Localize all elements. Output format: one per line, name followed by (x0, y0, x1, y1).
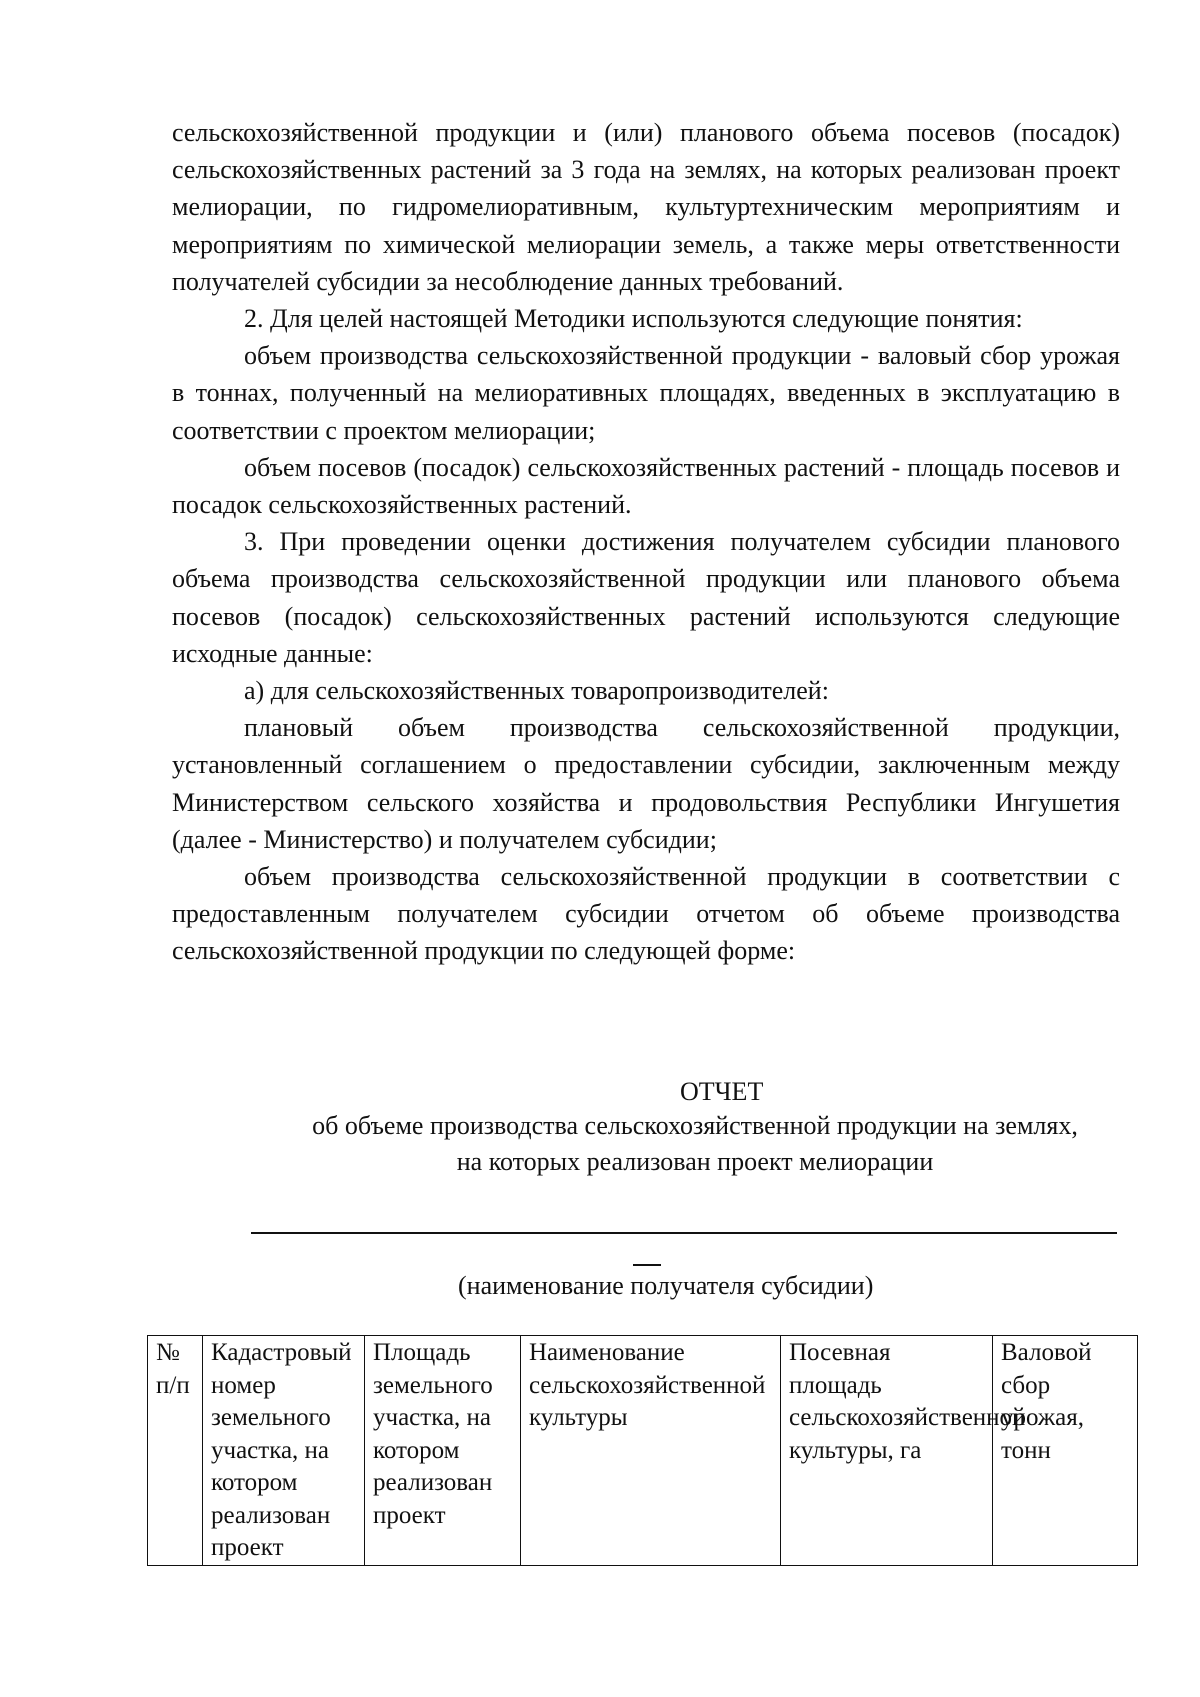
recipient-caption: (наименование получателя субсидии) (458, 1271, 874, 1300)
header-number: № п/п (148, 1336, 203, 1566)
report-table (147, 1335, 1138, 1566)
header-crop-name: Наименование сельскохозяйственной культуры (521, 1336, 781, 1566)
paragraph-planned-volume: плановый объем производства сельскохозяйственной продукции, установленный соглашением о предоставлении субсидии, заключенным между Министерством сельского хозяйства и продовольствия Республики Ингушетия (далее - Министерство) и получателем субсидии; (172, 713, 1120, 854)
paragraph-intro-continuation: сельскохозяйственной продукции и (или) планового объема посевов (посадок) сельскохозяйственных растений за 3 года на землях, на которых реализован проект мелиорации, по гидромелиоративным, культуртехническим мероприятиям и мероприятиям по химической мелиорации земель, а также меры ответственности получателей субсидии за несоблюдение данных требований. (172, 118, 1120, 296)
paragraph-definitions-intro: 2. Для целей настоящей Методики используются следующие понятия: (244, 304, 1023, 334)
table-header-row (148, 1336, 1138, 1566)
header-plot-area: Площадь земельного участка, на котором реализован проект (365, 1336, 521, 1566)
report-title: ОТЧЕТ (680, 1077, 764, 1106)
paragraph-assessment: 3. При проведении оценки достижения получателем субсидии планового объема производства сельскохозяйственной продукции или планового объема посевов (посадок) сельскохозяйственных растений используются следующие исходные данные: (172, 527, 1120, 668)
body-text (172, 114, 1120, 970)
header-sown-area: Посевная площадь сельскохозяйственной культуры, га (781, 1336, 993, 1566)
paragraph-item-a: а) для сельскохозяйственных товаропроизводителей: (244, 676, 829, 706)
paragraph-actual-volume: объем производства сельскохозяйственной продукции в соответствии с предоставленным получателем субсидии отчетом об объеме производства сельскохозяйственной продукции по следующей форме: (172, 862, 1120, 966)
recipient-name-line-dash (633, 1264, 661, 1266)
paragraph-definition-sowing: объем посевов (посадок) сельскохозяйственных растений - площадь посевов и посадок сельскохозяйственных растений. (172, 452, 1120, 520)
header-cadastral-number: Кадастровый номер земельного участка, на котором реализован проект (203, 1336, 365, 1566)
report-subtitle-line2: на которых реализован проект мелиорации (456, 1147, 934, 1176)
recipient-name-line (251, 1232, 1117, 1234)
report-subtitle-line1: об объеме производства сельскохозяйственной продукции на землях, (312, 1111, 1078, 1140)
report-subtitle (240, 1108, 1150, 1180)
paragraph-definition-production: объем производства сельскохозяйственной продукции - валовый сбор урожая в тоннах, полученный на мелиоративных площадях, введенных в эксплуатацию в соответствии с проектом мелиорации; (172, 341, 1120, 445)
header-gross-harvest: Валовой сбор урожая, тонн (993, 1336, 1138, 1566)
